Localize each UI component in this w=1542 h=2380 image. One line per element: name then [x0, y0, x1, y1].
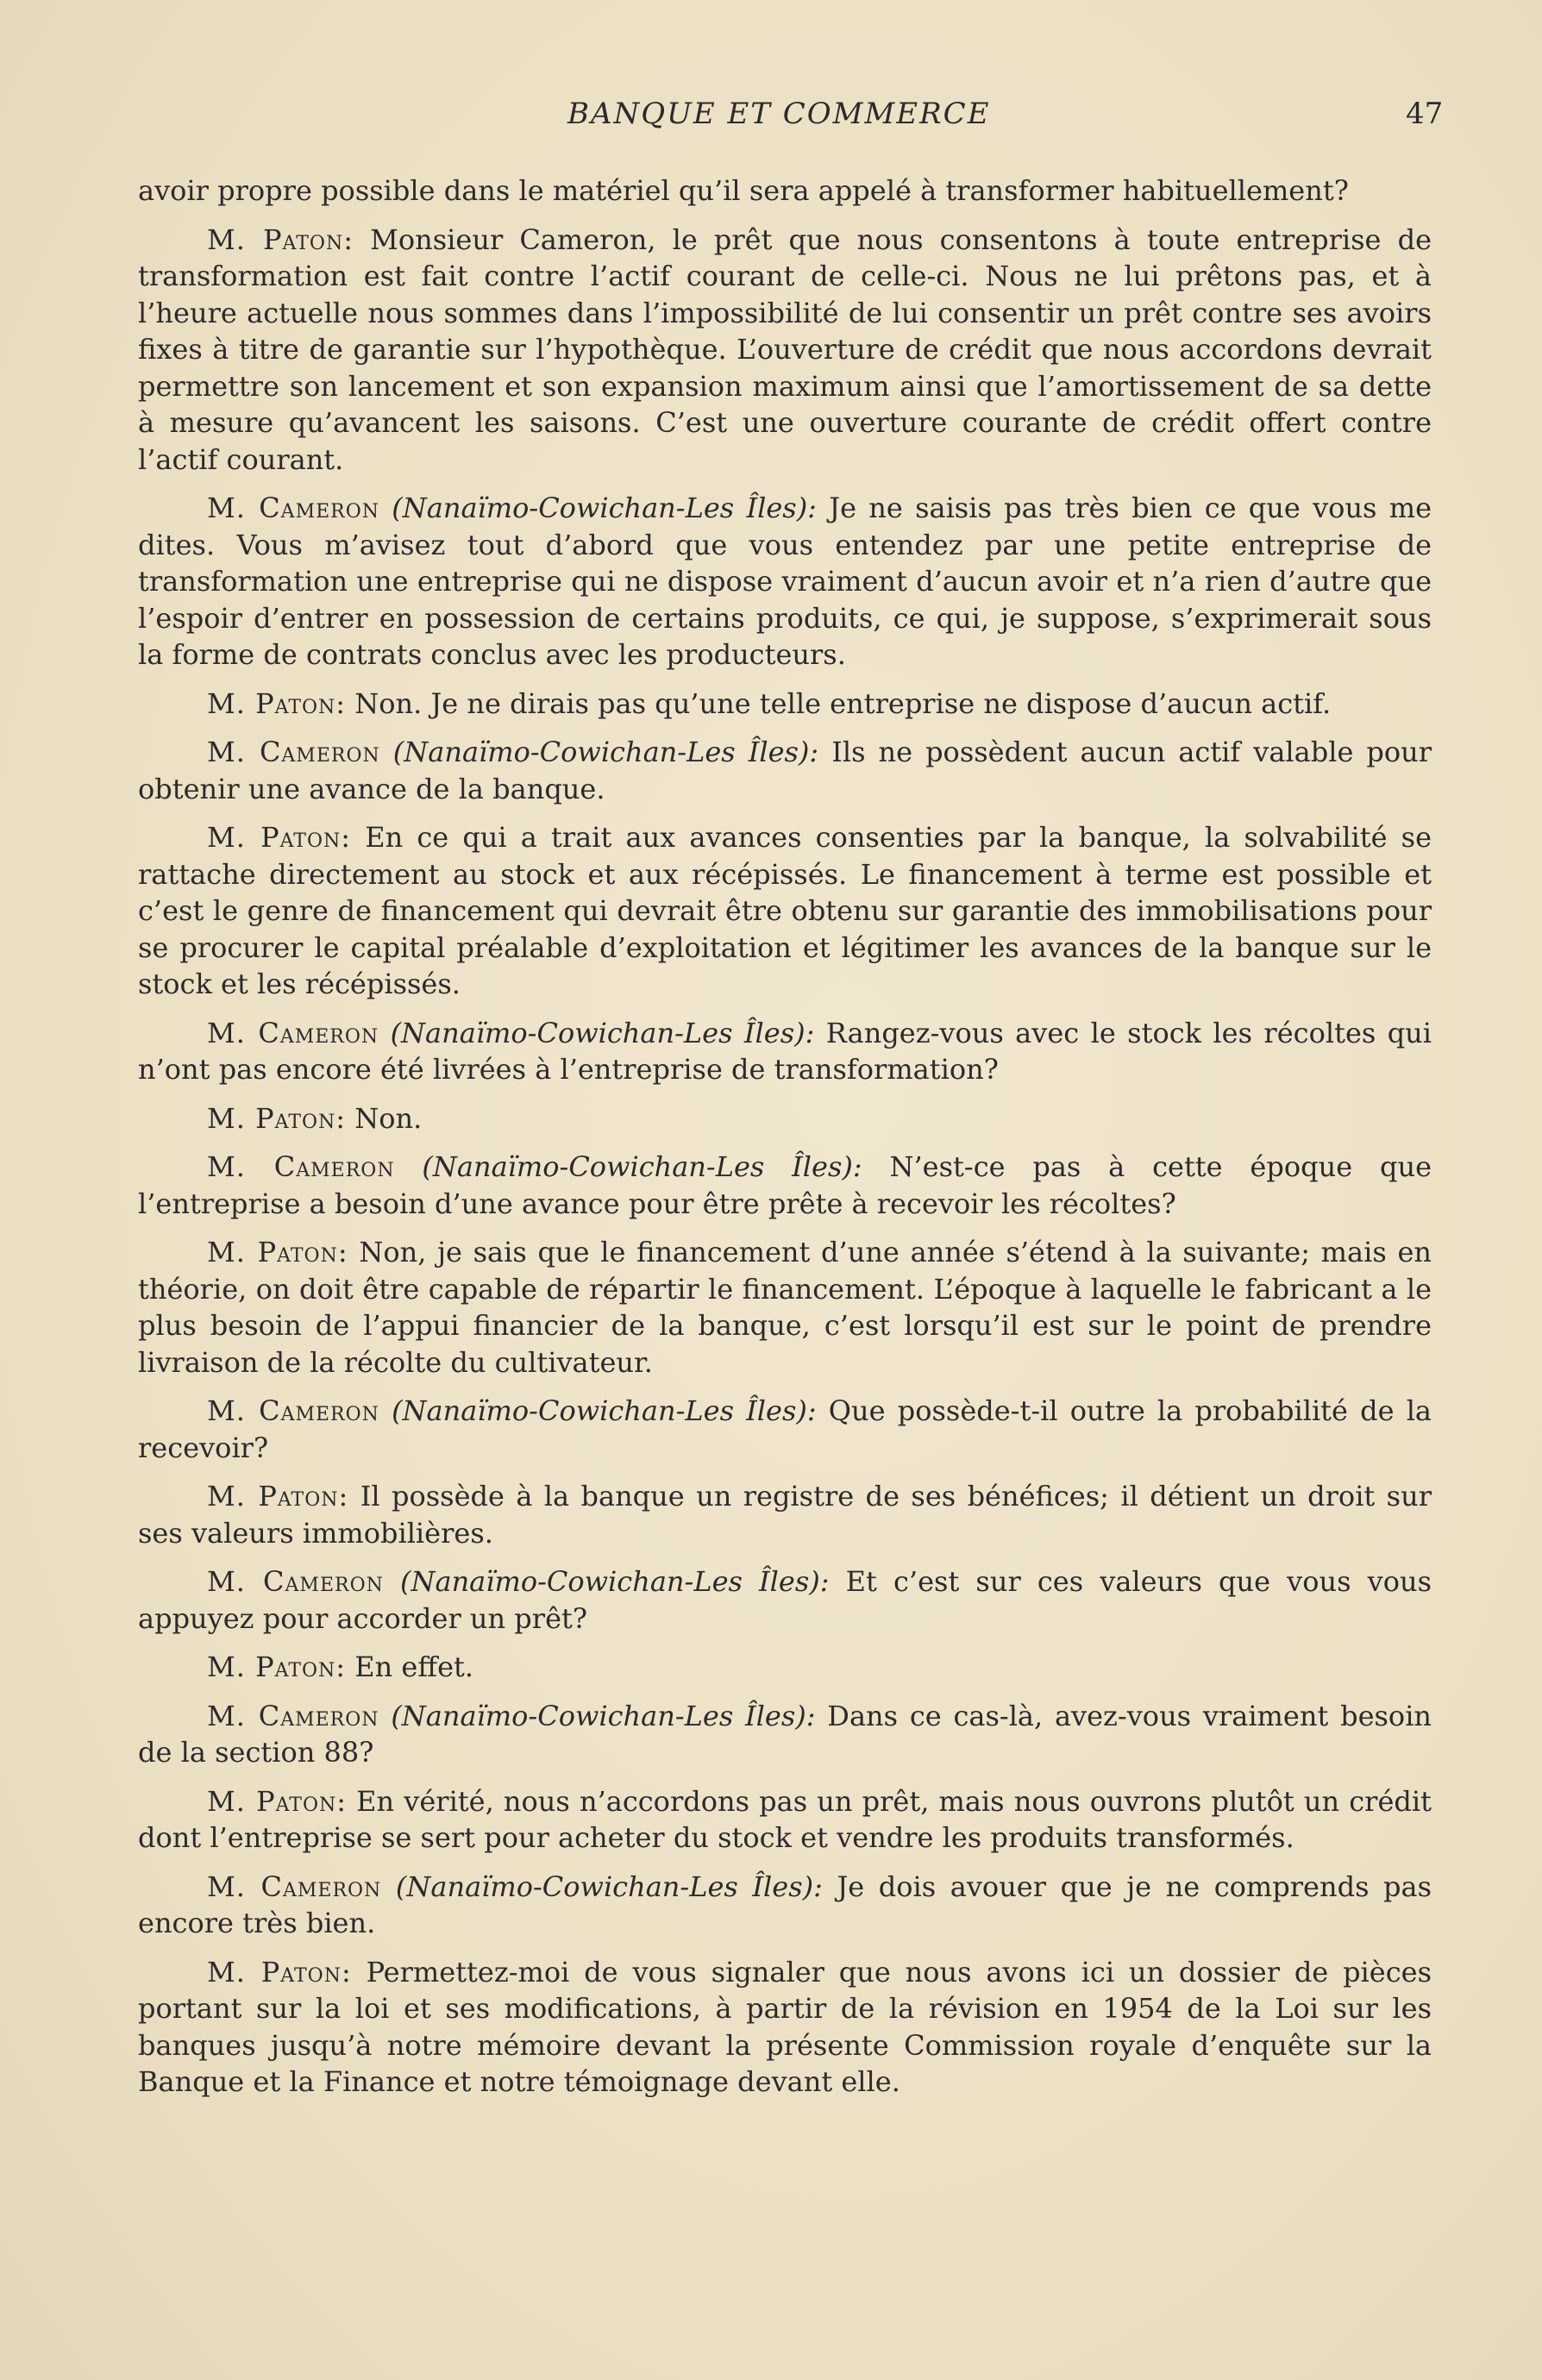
paragraph-text: Je dois avouer que je ne comprends pas encore très bien.: [138, 1870, 1432, 1939]
paragraph: [138, 1393, 1432, 1466]
paragraph-text: N’est-ce pas à cette époque que l’entreprise a besoin d’une avance pour être prête à recevoir les récoltes?: [138, 1150, 1432, 1220]
body-text: [138, 172, 1432, 2113]
paragraph-text: Non.: [354, 1101, 423, 1135]
paragraph: [138, 1698, 1432, 1771]
paragraph: [138, 734, 1432, 807]
paragraph: [138, 1954, 1432, 2101]
speaker-name: M. Paton:: [207, 1955, 352, 1989]
speaker-riding: (Nanaïmo-Cowichan-Les Îles):: [400, 1565, 830, 1598]
speaker-name: M. Paton:: [207, 1236, 348, 1268]
paragraph: [138, 1478, 1432, 1551]
paragraph-text: En vérité, nous n’accordons pas un prêt, mais nous ouvrons plutôt un crédit dont l’entreprise se sert pour acheter du stock et vendre les produits transformés.: [138, 1784, 1432, 1854]
speaker-riding: (Nanaïmo-Cowichan-Les Îles):: [390, 1016, 815, 1049]
speaker-riding: (Nanaïmo-Cowichan-Les Îles):: [422, 1150, 862, 1183]
speaker-name: M. Cameron: [207, 1394, 379, 1427]
speaker-name: M. Paton:: [207, 686, 347, 720]
speaker-riding: (Nanaïmo-Cowichan-Les Îles):: [392, 492, 817, 524]
running-title: BANQUE ET COMMERCE: [567, 97, 991, 131]
speaker-name: M. Paton:: [207, 1101, 347, 1135]
paragraph-text: Rangez-vous avec le stock les récoltes qui n’ont pas encore été livrées à l’entreprise de transformation?: [138, 1016, 1432, 1086]
paragraph-text: Permettez-moi de vous signaler que nous avons ici un dossier de pièces portant sur la loi et ses modifications, à partir de la révision en 1954 de la Loi sur les banques jusqu’à notre mémoire devant la présente Commission royale d’enquête sur la Banque et la Finance et notre témoignage devant elle.: [138, 1955, 1432, 2098]
speaker-name: M. Cameron: [207, 1699, 379, 1732]
speaker-name: M. Cameron: [207, 1565, 384, 1598]
paragraph-text: Je ne saisis pas très bien ce que vous me dites. Vous m’avisez tout d’abord que vous entendez par une petite entreprise de transformation une entreprise qui ne dispose vraiment d’aucun avoir et n’a rien d’autre que l’espoir d’entrer en possession de certains produits, ce qui, je suppose, s’exprimerait sous la forme de contrats conclus avec les producteurs.: [138, 492, 1432, 671]
paragraph: [138, 1234, 1432, 1381]
speaker-name: M. Cameron: [207, 1150, 395, 1183]
paragraph: [138, 1783, 1432, 1857]
speaker-riding: (Nanaïmo-Cowichan-Les Îles):: [391, 1699, 816, 1732]
paragraph-text: avoir propre possible dans le matériel qu’il sera appelé à transformer habituellement?: [138, 174, 1349, 207]
speaker-riding: (Nanaïmo-Cowichan-Les Îles):: [392, 736, 819, 768]
speaker-name: M. Paton:: [207, 1784, 348, 1818]
paragraph: [138, 172, 1432, 210]
speaker-name: M. Paton:: [207, 821, 352, 854]
speaker-name: M. Cameron: [207, 1870, 382, 1903]
paragraph-text: Dans ce cas-là, avez-vous vraiment besoin de la section 88?: [138, 1699, 1432, 1769]
paragraph: [138, 490, 1432, 673]
speaker-riding: (Nanaïmo-Cowichan-Les Îles):: [392, 1394, 817, 1427]
speaker-name: M. Paton:: [207, 1650, 347, 1683]
paragraph-text: Non. Je ne dirais pas qu’une telle entreprise ne dispose d’aucun actif.: [354, 686, 1332, 720]
paragraph: [138, 819, 1432, 1003]
speaker-name: M. Cameron: [207, 1016, 379, 1049]
speaker-riding: (Nanaïmo-Cowichan-Les Îles):: [395, 1870, 823, 1903]
paragraph: [138, 1563, 1432, 1637]
speaker-name: M. Cameron: [207, 736, 380, 768]
paragraph: [138, 222, 1432, 479]
paragraph-text: En effet.: [354, 1650, 474, 1683]
paragraph: [138, 1869, 1432, 1942]
paragraph-text: Monsieur Cameron, le prêt que nous consentons à toute entreprise de transformation est fait contre l’actif courant de celle-ci. Nous ne lui prêtons pas, et à l’heure actuelle nous sommes dans l’impossibilité de lui consentir un prêt contre ses avoirs fixes à titre de garantie sur l’hypothèque. L’ouverture de crédit que nous accordons devrait permettre son lancement et son expansion maximum ainsi que l’amortissement de sa dette à mesure qu’avancent les saisons. C’est une ouverture courante de crédit offert contre l’actif courant.: [138, 222, 1432, 476]
paragraph-text: Que possède-t-il outre la probabilité de la recevoir?: [138, 1394, 1432, 1464]
paragraph: [138, 1015, 1432, 1088]
paragraph-text: Non, je sais que le financement d’une année s’étend à la suivante; mais en théorie, on doit être capable de répartir le financement. L’époque à laquelle le fabricant a le plus besoin de l’appui financier de la banque, c’est lorsqu’il est sur le point de prendre livraison de la récolte du cultivateur.: [138, 1236, 1432, 1379]
paragraph-text: En ce qui a trait aux avances consenties par la banque, la solvabilité se rattache directement au stock et aux récépissés. Le financement à terme est possible et c’est le genre de financement qui devrait être obtenu sur garantie des immobilisations pour se procurer le capital préalable d’exploitation et légitimer les avances de la banque sur le stock et les récépissés.: [138, 821, 1432, 1000]
speaker-name: M. Paton:: [207, 222, 354, 256]
running-header: [0, 97, 1542, 143]
paragraph: [138, 1149, 1432, 1222]
paragraph: [138, 1100, 1432, 1137]
speaker-name: M. Cameron: [207, 492, 380, 524]
paragraph: [138, 686, 1432, 723]
paragraph-text: Et c’est sur ces valeurs que vous vous appuyez pour accorder un prêt?: [138, 1565, 1432, 1635]
speaker-name: M. Paton:: [207, 1480, 349, 1513]
page-number: 47: [1406, 97, 1444, 131]
paragraph: [138, 1649, 1432, 1686]
paragraph-text: Ils ne possèdent aucun actif valable pour obtenir une avance de la banque.: [138, 736, 1432, 805]
paragraph-text: Il possède à la banque un registre de ses bénéfices; il détient un droit sur ses valeurs immobilières.: [138, 1480, 1432, 1550]
